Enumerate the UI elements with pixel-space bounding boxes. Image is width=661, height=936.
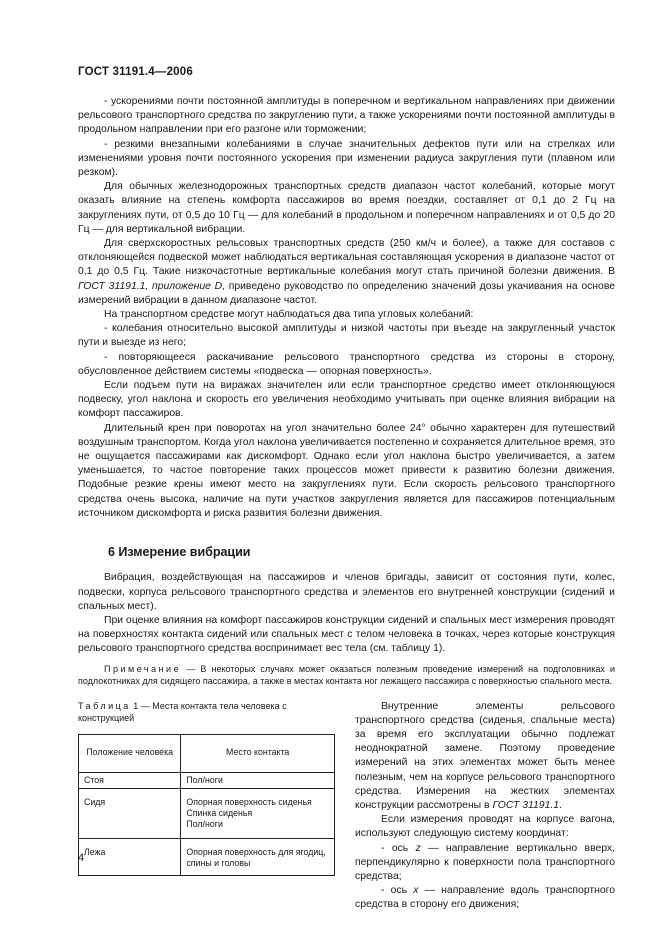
paragraph: - повторяющееся раскачивание рельсового транспортного средства из стороны в сторону, обусловленное действием системы «подвеска — опорная поверхность». (78, 351, 615, 377)
paragraph: Для сверхскоростных рельсовых транспортных средств (250 км/ч и более), а также для составов с отклоняющейся подвеской может наблюдаться вертикальная составляющая ускорения в диапазоне частот от 0,1 до 0,5 Гц. Такие низкочастотные вертикальные колебания могут стать причиной болезни движения. В ГОСТ 31191.1, приложение D, приведено руководство по определению значений дозы укачивания на основе измерений вибрации в данном диапазоне частот. (78, 238, 616, 306)
contact-table (78, 734, 335, 876)
table-header-row (79, 734, 335, 772)
table-caption: Таблица 1 — Места контакта тела человека с конструкцией (78, 700, 287, 723)
paragraph: - ось z — направление вертикально вверх, перпендикулярно к поверхности пола транспортного средства; (355, 842, 616, 882)
axis-symbol: z (415, 842, 421, 854)
standard-reference: ГОСТ 31191.1 (492, 799, 560, 811)
table-cell: Лежа (79, 838, 181, 875)
axis-symbol: x (413, 885, 419, 897)
table-column (78, 700, 335, 913)
table-cell: Пол/ноги (181, 772, 335, 788)
paragraph: - ось x — направление вдоль транспортного средства в сторону его движения; (355, 885, 615, 911)
column-header: Место контакта (181, 734, 335, 772)
paragraph: - колебания относительно высокой амплитуды и низкой частоты при въезде на закругленный участок пути и выезде из него; (78, 323, 615, 349)
paragraph: При оценке влияния на комфорт пассажиров конструкции сидений и спальных мест измерения проводят на поверхностях контакта сидений или спальных мест с телом человека в точках, через которые конструкция рельсового транспортного средства воспринимает вес тела (см. таблицу 1). (78, 614, 615, 655)
table-row (79, 788, 335, 838)
table-row (79, 838, 335, 875)
paragraph: Если измерения проводят на корпусе вагона, используют следующую систему координат: (355, 814, 615, 840)
paragraph: - резкими внезапными колебаниями в случае значительных дефектов пути или на стрелках или изменениями уровня почти постоянного ускорения при изменении радиуса закругления пути (плавном или резком). (78, 138, 615, 179)
paragraph: На транспортном средстве могут наблюдаться два типа угловых колебаний: (104, 309, 474, 321)
paragraph: - ускорениями почти постоянной амплитуды в поперечном и вертикальном направлениях при движении рельсового транспортного средства по закруглению пути, а также ускорениями почти постоянной амплитуды в продольном направлении при его разгоне или торможении; (78, 96, 615, 136)
section-heading: 6 Измерение вибрации (108, 545, 251, 560)
note-text: — В некоторых случаях может оказаться полезным проведение измерений на подголовниках и подлокотниках для сидящего пассажира, а также в местах контакта ног лежащего пассажира с поверхностью спального места. (78, 663, 615, 687)
text-column (355, 700, 615, 913)
body-text (78, 95, 615, 913)
standard-reference: ГОСТ 31191.1, приложение D (78, 280, 223, 292)
document-header: ГОСТ 31191.4—2006 (78, 66, 193, 78)
table-cell: Стоя (79, 772, 181, 788)
column-header: Положение человека (79, 734, 181, 772)
table-cell: Сидя (79, 788, 181, 838)
note-label: Примечание (104, 663, 182, 674)
paragraph: Внутренние элементы рельсового транспортного средства (сиденья, спальные места) за время его эксплуатации обычно подлежат неоднократной замене. Поэтому проведение измерений на этих элементах может быть менее полезным, чем на корпусе рельсового транспортного средства. Измерения на жестких элементах конструкции рассмотрены в ГОСТ 31191.1. (355, 700, 615, 811)
page-number: 4 (78, 852, 85, 864)
table-cell: Опорная поверхность сиденья Спинка сиденья Пол/ноги (181, 788, 335, 838)
paragraph: Для обычных железнодорожных транспортных средств диапазон частот колебаний, которые могут оказать влияние на степень комфорта пассажиров во время поездки, составляет от 0,1 до 2 Гц на закруглениях пути, от 0,5 до 10 Гц — для колебаний в продольном и поперечном направлениях и от 0,5 до 20 Гц — для вертикальной вибрации. (78, 181, 615, 235)
two-column-area (78, 700, 615, 913)
paragraph: Если подъем пути на виражах значителен или если транспортное средство имеет отклоняющуюся подвеску, угол наклона и скорость его увеличения необходимо учитывать при оценке влияния вибрации на комфорт пассажиров. (78, 380, 615, 420)
note (78, 663, 615, 688)
paragraph: Длительный крен при поворотах на угол значительно более 24° обычно характерен для путешествий воздушным транспортом. Когда угол наклона увеличивается постепенно и сохраняется длительное время, это не ощущается пассажирами как дискомфорт. Однако если угол наклона быстро увеличивается, а затем уменьшается, то частое повторение таких процессов может привести к развитию болезни движения. Подобные резкие крены имеют место на закруглениях пути. Если скорость рельсового транспортного средства очень высока, наличие на пути участков закругления является для пассажиров потенциальным источником дискомфорта и риска развития болезни движения. (78, 422, 615, 519)
table-cell: Опорная поверхность для ягодиц, спины и головы (181, 838, 335, 875)
paragraph: Вибрация, воздействующая на пассажиров и членов бригады, зависит от состояния пути, колес, подвески, корпуса рельсового транспортного средства и элементов его внутренней конструкции (сидений и спальных мест). (78, 572, 615, 612)
table-row (79, 772, 335, 788)
